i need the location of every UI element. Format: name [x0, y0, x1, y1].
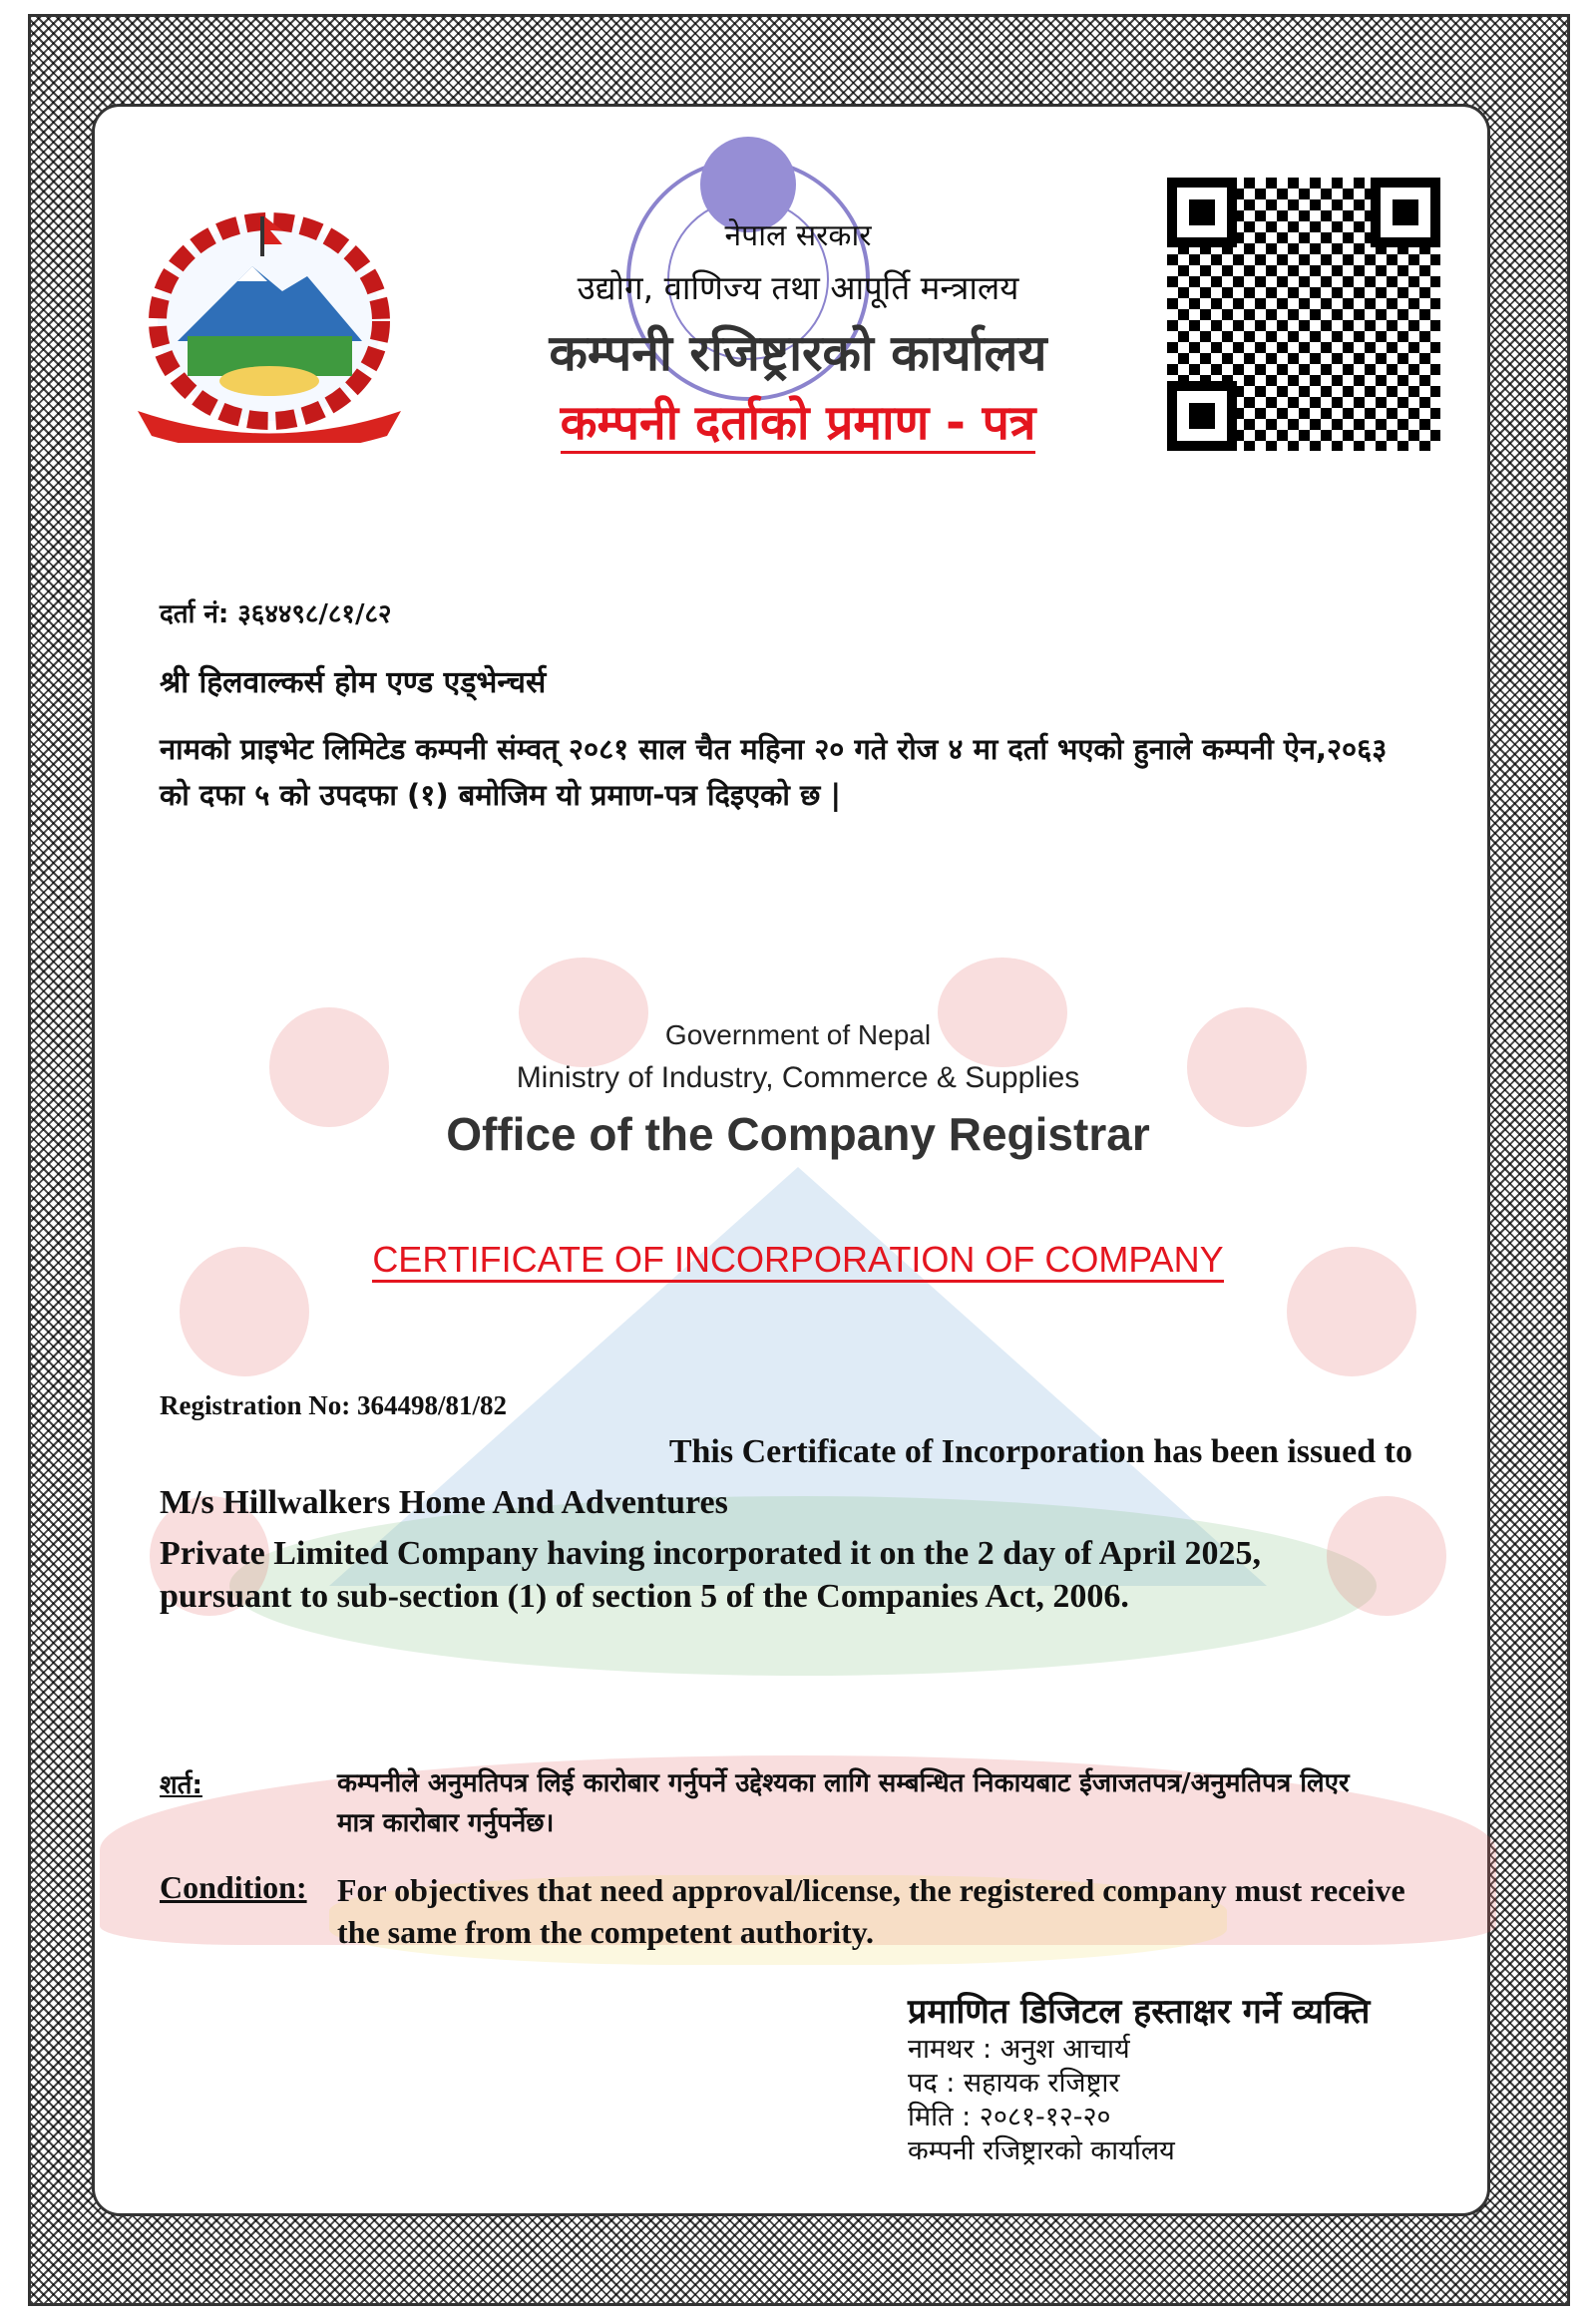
en-issued-to: This Certificate of Incorporation has been issued to [668, 1433, 1412, 1470]
np-company-name: श्री हिलवाल्कर्स होम एण्ड एड्भेन्चर्स [160, 665, 547, 700]
signatory-post: पद : सहायक रजिष्ट्रार [908, 2068, 1120, 2099]
en-government: Government of Nepal [664, 1019, 932, 1050]
np-condition-text: कम्पनीले अनुमतिपत्र लिई कारोबार गर्नुपर्ने उद्देश्यका लागि सम्बन्धित निकायबाट ईजाजतपत्र/अनुमतिपत्र लिएर मात्र कारोबार गर्नुपर्नेछ। [337, 1768, 1350, 1838]
signature-block [908, 2033, 1175, 2168]
np-paragraph: नामको प्राइभेट लिमिटेड कम्पनी संम्वत् २०८१ साल चैत महिना २० गते रोज ४ मा दर्ता भएको हुनाले कम्पनी ऐन,२०६३ को दफा ५ को उपदफा (१) बमोजिम यो प्रमाण-पत्र दिइएको छ | [160, 732, 1388, 812]
np-registration-no: दर्ता नं: ३६४४९८/८१/८२ [160, 599, 392, 629]
np-office: कम्पनी रजिष्ट्रारको कार्यालय [549, 324, 1047, 382]
en-certificate-title: CERTIFICATE OF INCORPORATION OF COMPANY [372, 1239, 1223, 1283]
en-ministry: Ministry of Industry, Commerce & Supplies [516, 1061, 1080, 1094]
en-office: Office of the Company Registrar [446, 1108, 1150, 1160]
np-government: नेपाल सरकार [724, 218, 872, 253]
en-line-1: Private Limited Company having incorporated it on the 2 day of April 2025, [160, 1535, 1262, 1572]
en-registration-no: Registration No: 364498/81/82 [160, 1390, 507, 1420]
signatory-name: नामथर : अनुश आचार्य [908, 2034, 1130, 2065]
en-condition-label: Condition: [160, 1869, 307, 1905]
en-line-2: pursuant to sub-section (1) of section 5 of the Companies Act, 2006. [160, 1578, 1129, 1615]
qr-code-icon [1167, 178, 1440, 451]
np-condition-label: शर्त: [160, 1770, 202, 1800]
signature-title: प्रमाणित डिजिटल हस्ताक्षर गर्ने व्यक्ति [908, 1992, 1371, 2032]
en-condition-text: For objectives that need approval/license, the registered company must receive the same from the competent authority. [337, 1872, 1405, 1950]
en-company-name: M/s Hillwalkers Home And Adventures [160, 1484, 728, 1521]
signatory-office: कम्पनी रजिष्ट्रारको कार्यालय [908, 2135, 1175, 2166]
np-ministry: उद्योग, वाणिज्य तथा आपूर्ति मन्त्रालय [577, 268, 1019, 307]
signature-date: मिति : २०८१-१२-२० [908, 2102, 1111, 2132]
np-certificate-title: कम्पनी दर्ताको प्रमाण - पत्र [561, 395, 1036, 454]
